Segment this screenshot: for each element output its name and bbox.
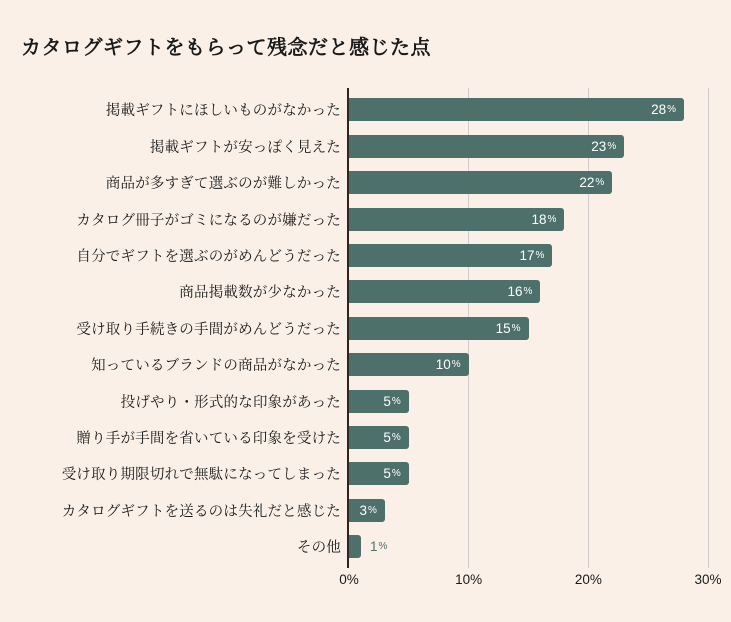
bar [349, 499, 385, 522]
value-label [591, 135, 616, 158]
x-tick-label-30: 30% [694, 572, 722, 587]
bar [349, 208, 564, 231]
bar [349, 280, 540, 303]
value-unit: % [547, 213, 557, 225]
bar-row [0, 383, 731, 419]
value-number: 3 [359, 502, 367, 518]
value-label [531, 208, 556, 231]
bar [349, 244, 552, 267]
value-label [496, 317, 521, 340]
bar-row [0, 529, 731, 565]
value-label [383, 426, 400, 449]
category-label: 自分でギフトを選ぶのがめんどうだった [76, 249, 341, 266]
value-label [370, 529, 387, 565]
value-unit: % [451, 359, 461, 371]
bar [349, 462, 409, 485]
value-number: 28 [651, 102, 667, 118]
value-unit: % [367, 504, 377, 516]
value-label [436, 353, 461, 376]
bar [349, 426, 409, 449]
value-unit: % [511, 322, 521, 334]
value-label [519, 244, 544, 267]
category-label: 受け取り期限切れで無駄になってしまった [61, 467, 341, 484]
bar-row [0, 456, 731, 492]
bar-row [0, 201, 731, 237]
bar-row [0, 165, 731, 201]
x-tick-label-10: 10% [455, 572, 483, 587]
category-label: 掲載ギフトが安っぽく見えた [149, 139, 341, 156]
value-unit: % [595, 177, 605, 189]
bar-row [0, 347, 731, 383]
bar-row [0, 310, 731, 346]
category-label: 商品が多すぎて選ぶのが難しかった [105, 176, 341, 193]
category-label: カタログギフトを送るのは失礼だと感じた [61, 503, 341, 520]
bar [349, 535, 361, 558]
bar [349, 98, 684, 121]
value-unit: % [667, 104, 677, 116]
value-unit: % [523, 286, 533, 298]
bar-row [0, 419, 731, 455]
bar-row [0, 128, 731, 164]
bar [349, 353, 469, 376]
value-unit: % [535, 250, 545, 262]
bar-row [0, 274, 731, 310]
value-unit: % [378, 541, 388, 553]
value-label [383, 462, 400, 485]
bar [349, 135, 624, 158]
value-unit: % [607, 140, 617, 152]
chart-title: カタログギフトをもらって残念だと感じた点 [21, 37, 431, 59]
category-label: その他 [296, 540, 341, 557]
bar [349, 171, 612, 194]
value-number: 5 [383, 430, 391, 446]
category-label: カタログ冊子がゴミになるのが嫌だった [76, 212, 341, 229]
value-number: 15 [495, 320, 511, 336]
bar-row [0, 92, 731, 128]
x-tick-label-20: 20% [574, 572, 602, 587]
category-label: 知っているブランドの商品がなかった [91, 358, 341, 375]
bar [349, 390, 409, 413]
value-unit: % [391, 395, 401, 407]
value-label [508, 280, 533, 303]
value-number: 5 [383, 393, 391, 409]
value-number: 5 [383, 466, 391, 482]
bar-row [0, 492, 731, 528]
value-label [359, 499, 376, 522]
category-label: 贈り手が手間を省いている印象を受けた [76, 431, 341, 448]
value-number: 23 [591, 138, 607, 154]
category-label: 商品掲載数が少なかった [179, 285, 341, 302]
bar [349, 317, 529, 340]
value-unit: % [391, 432, 401, 444]
value-number: 17 [519, 248, 535, 264]
bar-row [0, 237, 731, 273]
value-label [579, 171, 604, 194]
category-label: 受け取り手続きの手間がめんどうだった [76, 321, 341, 338]
value-unit: % [391, 468, 401, 480]
value-label [383, 390, 400, 413]
category-label: 投げやり・形式的な印象があった [120, 394, 341, 411]
value-number: 1 [369, 539, 378, 555]
value-number: 18 [531, 211, 547, 227]
category-label: 掲載ギフトにほしいものがなかった [105, 103, 341, 120]
value-number: 10 [435, 357, 451, 373]
x-tick-label-0: 0% [339, 572, 359, 587]
value-label [651, 98, 676, 121]
value-number: 22 [579, 175, 595, 191]
value-number: 16 [507, 284, 523, 300]
